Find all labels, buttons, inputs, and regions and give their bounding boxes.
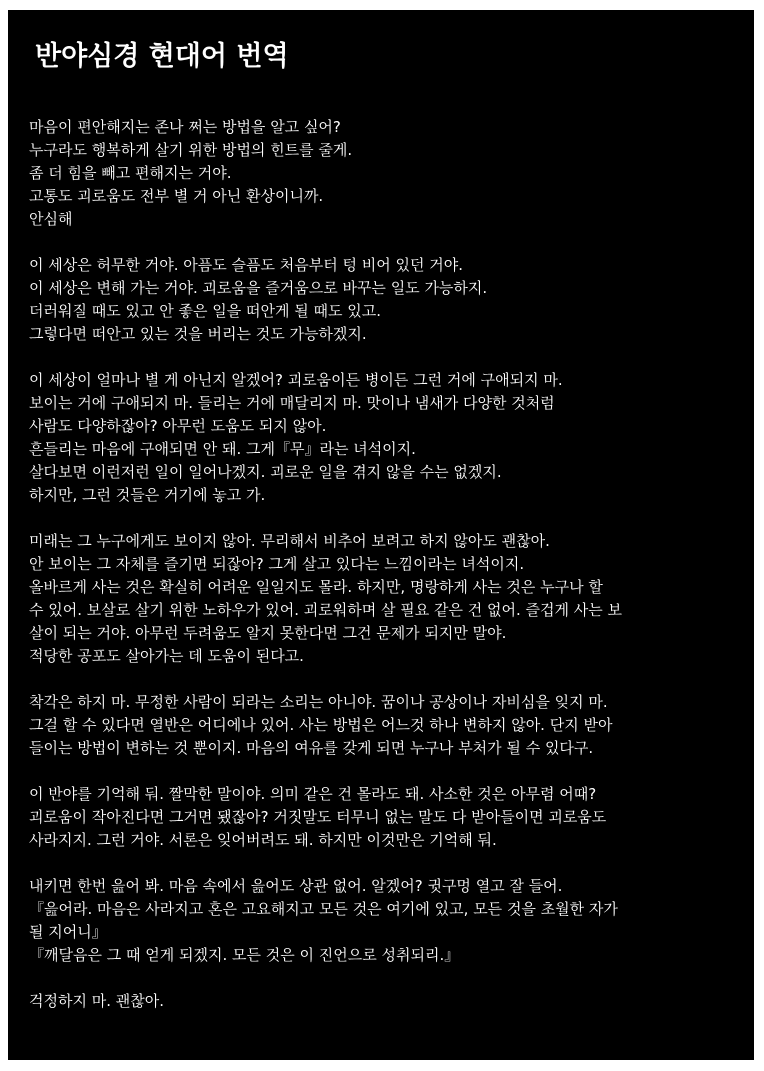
text-line: 착각은 하지 마. 무정한 사람이 되라는 소리는 아니야. 꿈이나 공상이나 자비심을 잊지 마. [29,693,608,711]
text-line: 괴로움이 작아진다면 그거면 됐잖아? 거짓말도 터무니 없는 말도 다 받아들이면 괴로움도 [29,808,607,826]
text-line: 하지만, 그런 것들은 거기에 놓고 가. [29,486,266,504]
text-line: 그렇다면 떠안고 있는 것을 버리는 것도 가능하겠지. [29,325,367,343]
text-line: 사라지지. 그런 거야. 서론은 잊어버려도 돼. 하지만 이것만은 기억해 둬. [29,831,497,849]
text-line: 좀 더 힘을 빼고 편해지는 거야. [29,164,232,182]
text-line: 적당한 공포도 살아가는 데 도움이 된다고. [29,647,304,665]
text-line: 수 있어. 보살로 살기 위한 노하우가 있어. 괴로워하며 살 필요 같은 건 없어. 즐겁게 사는 보 [29,601,622,619]
text-line: 올바르게 사는 것은 확실히 어려운 일일지도 몰라. 하지만, 명랑하게 사는 것은 누구나 할 [29,578,603,596]
text-line: 살다보면 이런저런 일이 일어나겠지. 괴로운 일을 겪지 않을 수는 없겠지. [29,463,502,481]
text-line: 이 반야를 기억해 둬. 짤막한 말이야. 의미 같은 건 몰라도 돼. 사소한 것은 아무렴 어때? [29,785,597,803]
paragraph-3 [29,369,745,507]
body-text [29,116,745,1036]
paragraph-1 [29,116,745,231]
text-line: 안심해 [29,210,73,228]
text-line: 마음이 편안해지는 존나 쩌는 방법을 알고 싶어? [29,118,341,136]
paragraph-2 [29,254,745,346]
text-line: 사람도 다양하잖아? 아무런 도움도 되지 않아. [29,417,327,435]
text-line: 될 지어니』 [29,923,107,941]
text-line: 『읊어라. 마음은 사라지고 혼은 고요해지고 모든 것은 여기에 있고, 모든 것을 초월한 자가 [29,900,618,918]
paragraph-5 [29,691,745,760]
page-frame [8,10,754,1060]
paragraph-4 [29,530,745,668]
page-title: 반야심경 현대어 번역 [35,41,289,72]
text-line: 걱정하지 마. 괜찮아. [29,992,164,1010]
text-line: 고통도 괴로움도 전부 별 거 아닌 환상이니까. [29,187,324,205]
text-line: 보이는 거에 구애되지 마. 들리는 거에 매달리지 마. 맛이나 냄새가 다양한 것처럼 [29,394,555,412]
text-line: 내키면 한번 읊어 봐. 마음 속에서 읊어도 상관 없어. 알겠어? 귓구멍 열고 잘 들어. [29,877,563,895]
paragraph-6 [29,783,745,852]
paragraph-8 [29,990,745,1013]
text-line: 미래는 그 누구에게도 보이지 않아. 무리해서 비추어 보려고 하지 않아도 괜찮아. [29,532,550,550]
text-line: 들이는 방법이 변하는 것 뿐이지. 마음의 여유를 갖게 되면 누구나 부처가 될 수 있다구. [29,739,594,757]
text-line: 누구라도 행복하게 살기 위한 방법의 힌트를 줄게. [29,141,353,159]
paragraph-7 [29,875,745,967]
text-line: 이 세상은 허무한 거야. 아픔도 슬픔도 처음부터 텅 비어 있던 거야. [29,256,463,274]
text-line: 안 보이는 그 자체를 즐기면 되잖아? 그게 살고 있다는 느낌이라는 녀석이지. [29,555,525,573]
text-line: 살이 되는 거야. 아무런 두려움도 알지 못한다면 그건 문제가 되지만 말야. [29,624,507,642]
text-line: 이 세상이 얼마나 별 게 아닌지 알겠어? 괴로움이든 병이든 그런 거에 구애되지 마. [29,371,563,389]
text-line: 흔들리는 마음에 구애되면 안 돼. 그게『무』라는 녀석이지. [29,440,416,458]
text-line: 이 세상은 변해 가는 거야. 괴로움을 즐거움으로 바꾸는 일도 가능하지. [29,279,488,297]
text-line: 더러워질 때도 있고 안 좋은 일을 떠안게 될 때도 있고. [29,302,381,320]
text-line: 『깨달음은 그 때 얻게 되겠지. 모든 것은 이 진언으로 성취되리.』 [29,946,460,964]
text-line: 그걸 할 수 있다면 열반은 어디에나 있어. 사는 방법은 어느것 하나 변하지 않아. 단지 받아 [29,716,613,734]
